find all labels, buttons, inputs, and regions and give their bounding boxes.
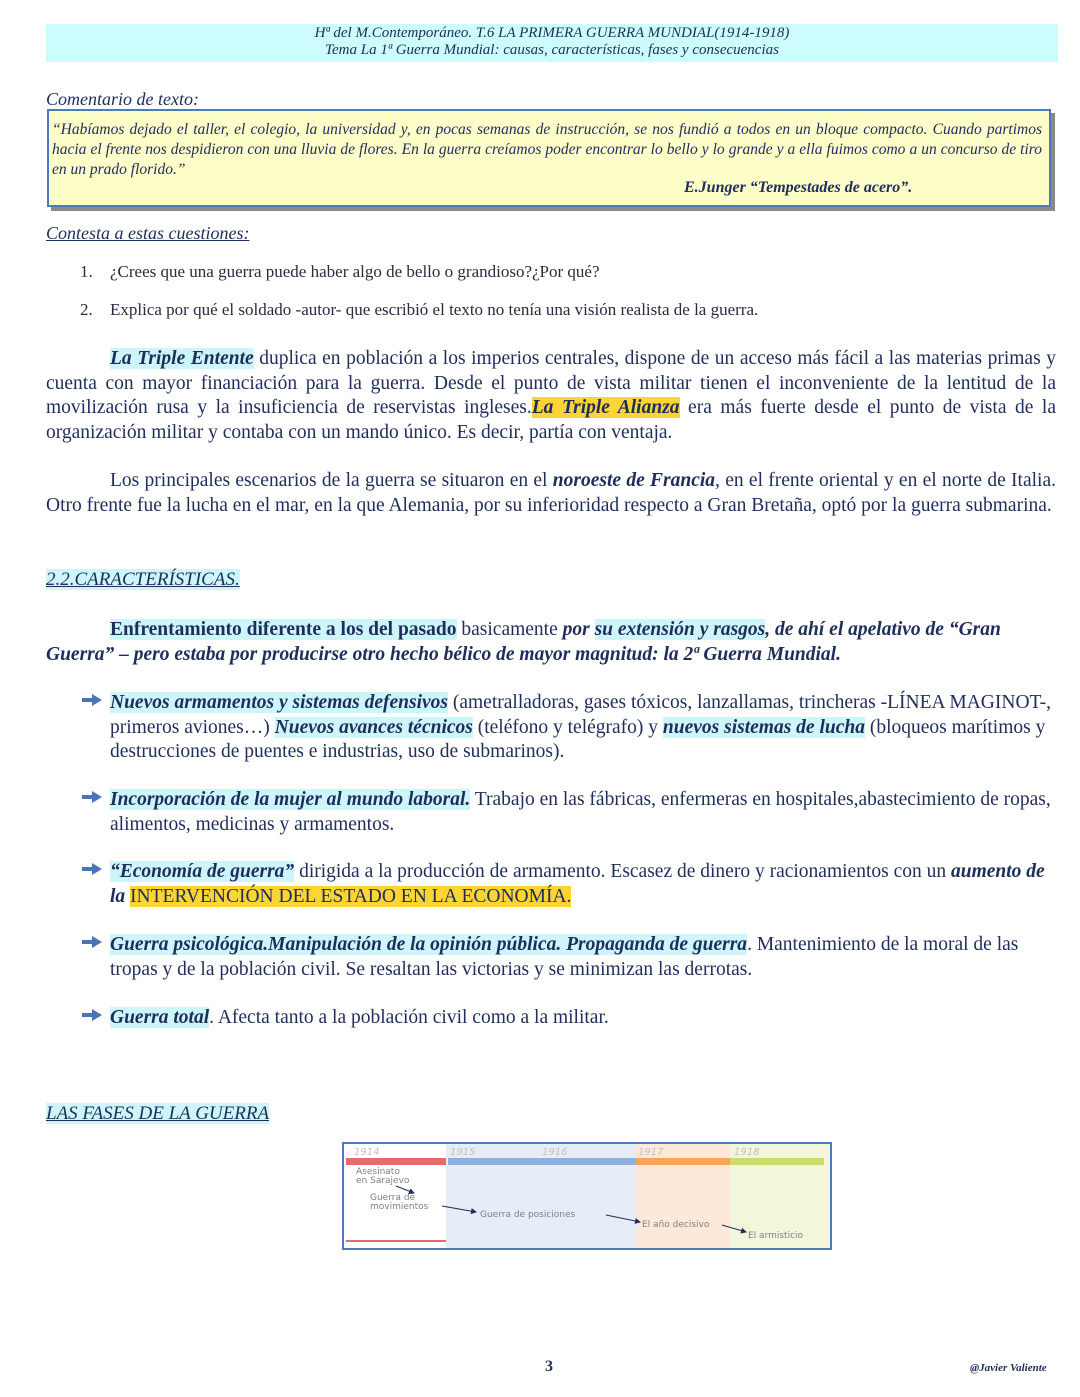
bullet-psicologica xyxy=(80,933,1058,982)
para2-text-1: Los principales escenarios de la guerra se situaron en el xyxy=(110,470,553,491)
paragraph-escenarios xyxy=(46,469,1056,518)
war-phases-timeline xyxy=(342,1142,832,1250)
bullet-mujer xyxy=(80,788,1058,837)
caracteristicas-title-text: 2.2.CARACTERÍSTICAS. xyxy=(46,569,240,590)
arrow-to-posiciones xyxy=(442,1206,476,1212)
paragraph-alliances xyxy=(46,347,1056,445)
para2-text-2: , en el frente oriental y en el norte de Italia. Otro frente fue la lucha en el mar, en la que Alemania, por su inferioridad respecto a Gran Bretaña, optó por la guerra submarina. xyxy=(46,470,1056,516)
caracteristicas-title xyxy=(46,569,240,591)
label-posiciones: Guerra de posiciones xyxy=(480,1210,576,1220)
bullet-economia xyxy=(80,860,1058,909)
arrow-right-icon xyxy=(80,1008,104,1022)
b3-text-1: dirigida a la producción de armamento. Escasez de dinero y racionamientos con un xyxy=(294,861,951,882)
year-label-1914: 1914 xyxy=(354,1147,380,1158)
author-credit: @Javier Valiente xyxy=(970,1362,1047,1374)
para1-text-1: duplica en población a los imperios centrales, dispone de un acceso más fácil a las materias primas y cuenta con mayor financiación para la guerra. Desde el punto de vista militar tienen el inconveniente de la lentitud de la movilización rusa y la insuficiencia de reservistas ingleses. xyxy=(46,348,1056,418)
highlight-mujer-laboral: Incorporación de la mujer al mundo laboral. xyxy=(110,789,471,810)
year-label-1917: 1917 xyxy=(638,1147,664,1158)
b4-text-1: . Mantenimiento de la moral de las tropas y de la población civil. Se resaltan las victorias y se minimizan las derrotas. xyxy=(110,934,1019,980)
highlight-guerra-total: Guerra total xyxy=(110,1007,210,1028)
label-armisticio: El armisticio xyxy=(748,1231,804,1241)
b1-text-1: (ametralladoras, gases tóxicos, lanzallamas, trincheras -LÍNEA MAGINOT-, primeros aviones…) xyxy=(110,692,1052,738)
year-label-1918: 1918 xyxy=(734,1147,760,1158)
highlight-extension-rasgos: su extensión y rasgos xyxy=(594,619,766,640)
arrow-to-movimientos xyxy=(396,1186,414,1193)
year-label-1915: 1915 xyxy=(450,1147,476,1158)
b3-text-2: aumento de la xyxy=(110,861,1045,907)
highlight-nuevos-armamentos: Nuevos armamentos y sistemas defensivos xyxy=(110,692,448,713)
arrow-right-icon xyxy=(80,862,104,876)
arrow-right-icon xyxy=(80,935,104,949)
cuestiones-title: Contesta a estas cuestiones: xyxy=(46,223,250,243)
intro-text-1: Enfrentamiento diferente a los del pasado xyxy=(110,619,457,640)
quote-author: E.Junger “Tempestades de acero”. xyxy=(684,179,913,196)
highlight-triple-alianza: La Triple Alianza xyxy=(531,397,680,418)
highlight-sistemas-lucha: nuevos sistemas de lucha xyxy=(662,716,865,738)
b1-text-2: (teléfono y telégrafo) y xyxy=(472,716,663,738)
arrow-to-armisticio xyxy=(722,1225,746,1232)
question-1-number: 1. xyxy=(80,262,93,281)
document-header xyxy=(46,24,1058,62)
fases-title xyxy=(46,1103,269,1125)
label-asesinato-2: en Sarajevo xyxy=(356,1176,410,1186)
b2-text-1: Trabajo en las fábricas, enfermeras en hospitales,abastecimiento de ropas, alimentos, medicinas y armamentos. xyxy=(110,789,1051,835)
question-2-number: 2. xyxy=(80,300,93,319)
bullet-guerra-total xyxy=(80,1006,1058,1031)
highlight-noroeste-francia: noroeste de Francia xyxy=(552,470,716,491)
highlight-economia-guerra: “Economía de guerra” xyxy=(110,861,295,882)
intro-text-3: por xyxy=(562,619,595,640)
timeline-arrows xyxy=(344,1144,830,1248)
arrow-to-decisivo xyxy=(606,1215,640,1222)
question-1-text: ¿Crees que una guerra puede haber algo de bello o grandioso?¿Por qué? xyxy=(110,262,600,281)
highlight-triple-entente: La Triple Entente xyxy=(110,348,254,369)
b5-text-1: . Afecta tanto a la población civil como a la militar. xyxy=(209,1007,609,1028)
header-line-2: Tema La 1ª Guerra Mundial: causas, características, fases y consecuencias xyxy=(325,42,779,58)
intro-text-2: basicamente xyxy=(456,619,563,640)
label-decisivo: El año decisivo xyxy=(642,1220,710,1230)
label-movimientos-1: Guerra de xyxy=(370,1193,416,1203)
comentario-title: Comentario de texto: xyxy=(46,89,199,109)
label-movimientos-2: movimientos xyxy=(370,1202,429,1212)
page-number: 3 xyxy=(545,1358,553,1375)
para1-text-2: era más fuerte desde el punto de vista de la organización militar y contaba con un mando único. Es decir, partía con ventaja. xyxy=(46,397,1056,443)
label-asesinato-1: Asesinato xyxy=(356,1167,400,1177)
question-2-text: Explica por qué el soldado -autor- que escribió el texto no tenía una visión realista de la guerra. xyxy=(110,300,759,319)
b1-text-3: (bloqueos marítimos y destrucciones de puentes e industrias, uso de submarinos). xyxy=(110,716,1046,762)
highlight-intervencion-estado: INTERVENCIÓN DEL ESTADO EN LA ECONOMÍA. xyxy=(130,885,572,907)
arrow-right-icon xyxy=(80,790,104,804)
bullet-armamentos xyxy=(80,691,1058,765)
highlight-avances-tecnicos: Nuevos avances técnicos xyxy=(274,716,473,738)
question-1 xyxy=(80,262,980,282)
header-line-1: Hª del M.Contemporáneo. T.6 LA PRIMERA GUERRA MUNDIAL(1914-1918) xyxy=(314,25,790,41)
quote-text: “Habíamos dejado el taller, el colegio, la universidad y, en pocas semanas de instrucción, se nos fundió a todos en un bloque compacto. Cuando partimos hacia el frente nos despidieron con una lluvia de flores. En la guerra creíamos poder encontrar lo bello y lo grande y a ella fuimos como a un concurso de tiro en un prado florido.” xyxy=(52,121,1042,178)
caracteristicas-intro xyxy=(46,618,1056,667)
fases-title-text: LAS FASES DE LA GUERRA xyxy=(46,1103,270,1124)
highlight-guerra-psicologica: Guerra psicológica.Manipulación de la opinión pública. Propaganda de guerra xyxy=(110,934,748,955)
year-label-1916: 1916 xyxy=(542,1147,568,1158)
arrow-right-icon xyxy=(80,693,104,707)
question-2 xyxy=(80,300,980,320)
intro-text-4: , de ahí el apelativo de “Gran Guerra” – pero estaba por producirse otro hecho bélico de mayor magnitud: la 2ª Guerra Mundial. xyxy=(46,619,1001,665)
